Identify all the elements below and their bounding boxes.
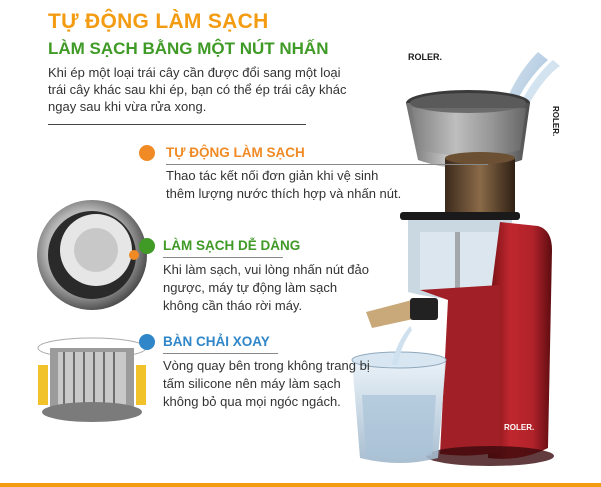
bottom-accent-bar [0, 483, 601, 487]
brand-label-side: ROLER. [551, 106, 560, 137]
intro-text: Khi ép một loại trái cây cần được đổi sang một loại trái cây khác sau khi ép, bạn có thể ép trái cây khác ngay sau khi vừa rửa xong. [48, 65, 347, 114]
brand-label-body: ROLER. [504, 423, 535, 432]
feature-badge-rotating-brush [139, 334, 155, 350]
feature-text-auto-clean: Thao tác kết nối đơn giản khi vệ sinh thêm lượng nước thích hợp và nhấn nút. [166, 168, 402, 201]
feature-divider [163, 353, 278, 354]
page-subtitle: LÀM SẠCH BẰNG MỘT NÚT NHẤN [48, 39, 329, 58]
feature-badge-auto-clean [139, 145, 155, 161]
feature-divider [166, 164, 488, 165]
separator-line [48, 124, 306, 125]
feature-badge-easy-clean [139, 238, 155, 254]
feature-heading-auto-clean: TỰ ĐỘNG LÀM SẠCH [166, 145, 305, 160]
page-title: TỰ ĐỘNG LÀM SẠCH [48, 10, 269, 33]
feature-text-easy-clean: Khi làm sạch, vui lòng nhấn nút đảo ngược, máy tự động làm sạch không cần tháo rời máy. [163, 262, 369, 313]
feature-divider [163, 257, 283, 258]
feature-heading-rotating-brush: BÀN CHẢI XOAY [163, 334, 270, 349]
feature-text-rotating-brush: Vòng quay bên trong không trang bị tấm silicone nên máy làm sạch không bỏ qua mọi ngóc ngách. [163, 358, 370, 409]
feature-heading-easy-clean: LÀM SẠCH DỄ DÀNG [163, 238, 301, 253]
brand-label-top: ROLER. [408, 52, 443, 62]
